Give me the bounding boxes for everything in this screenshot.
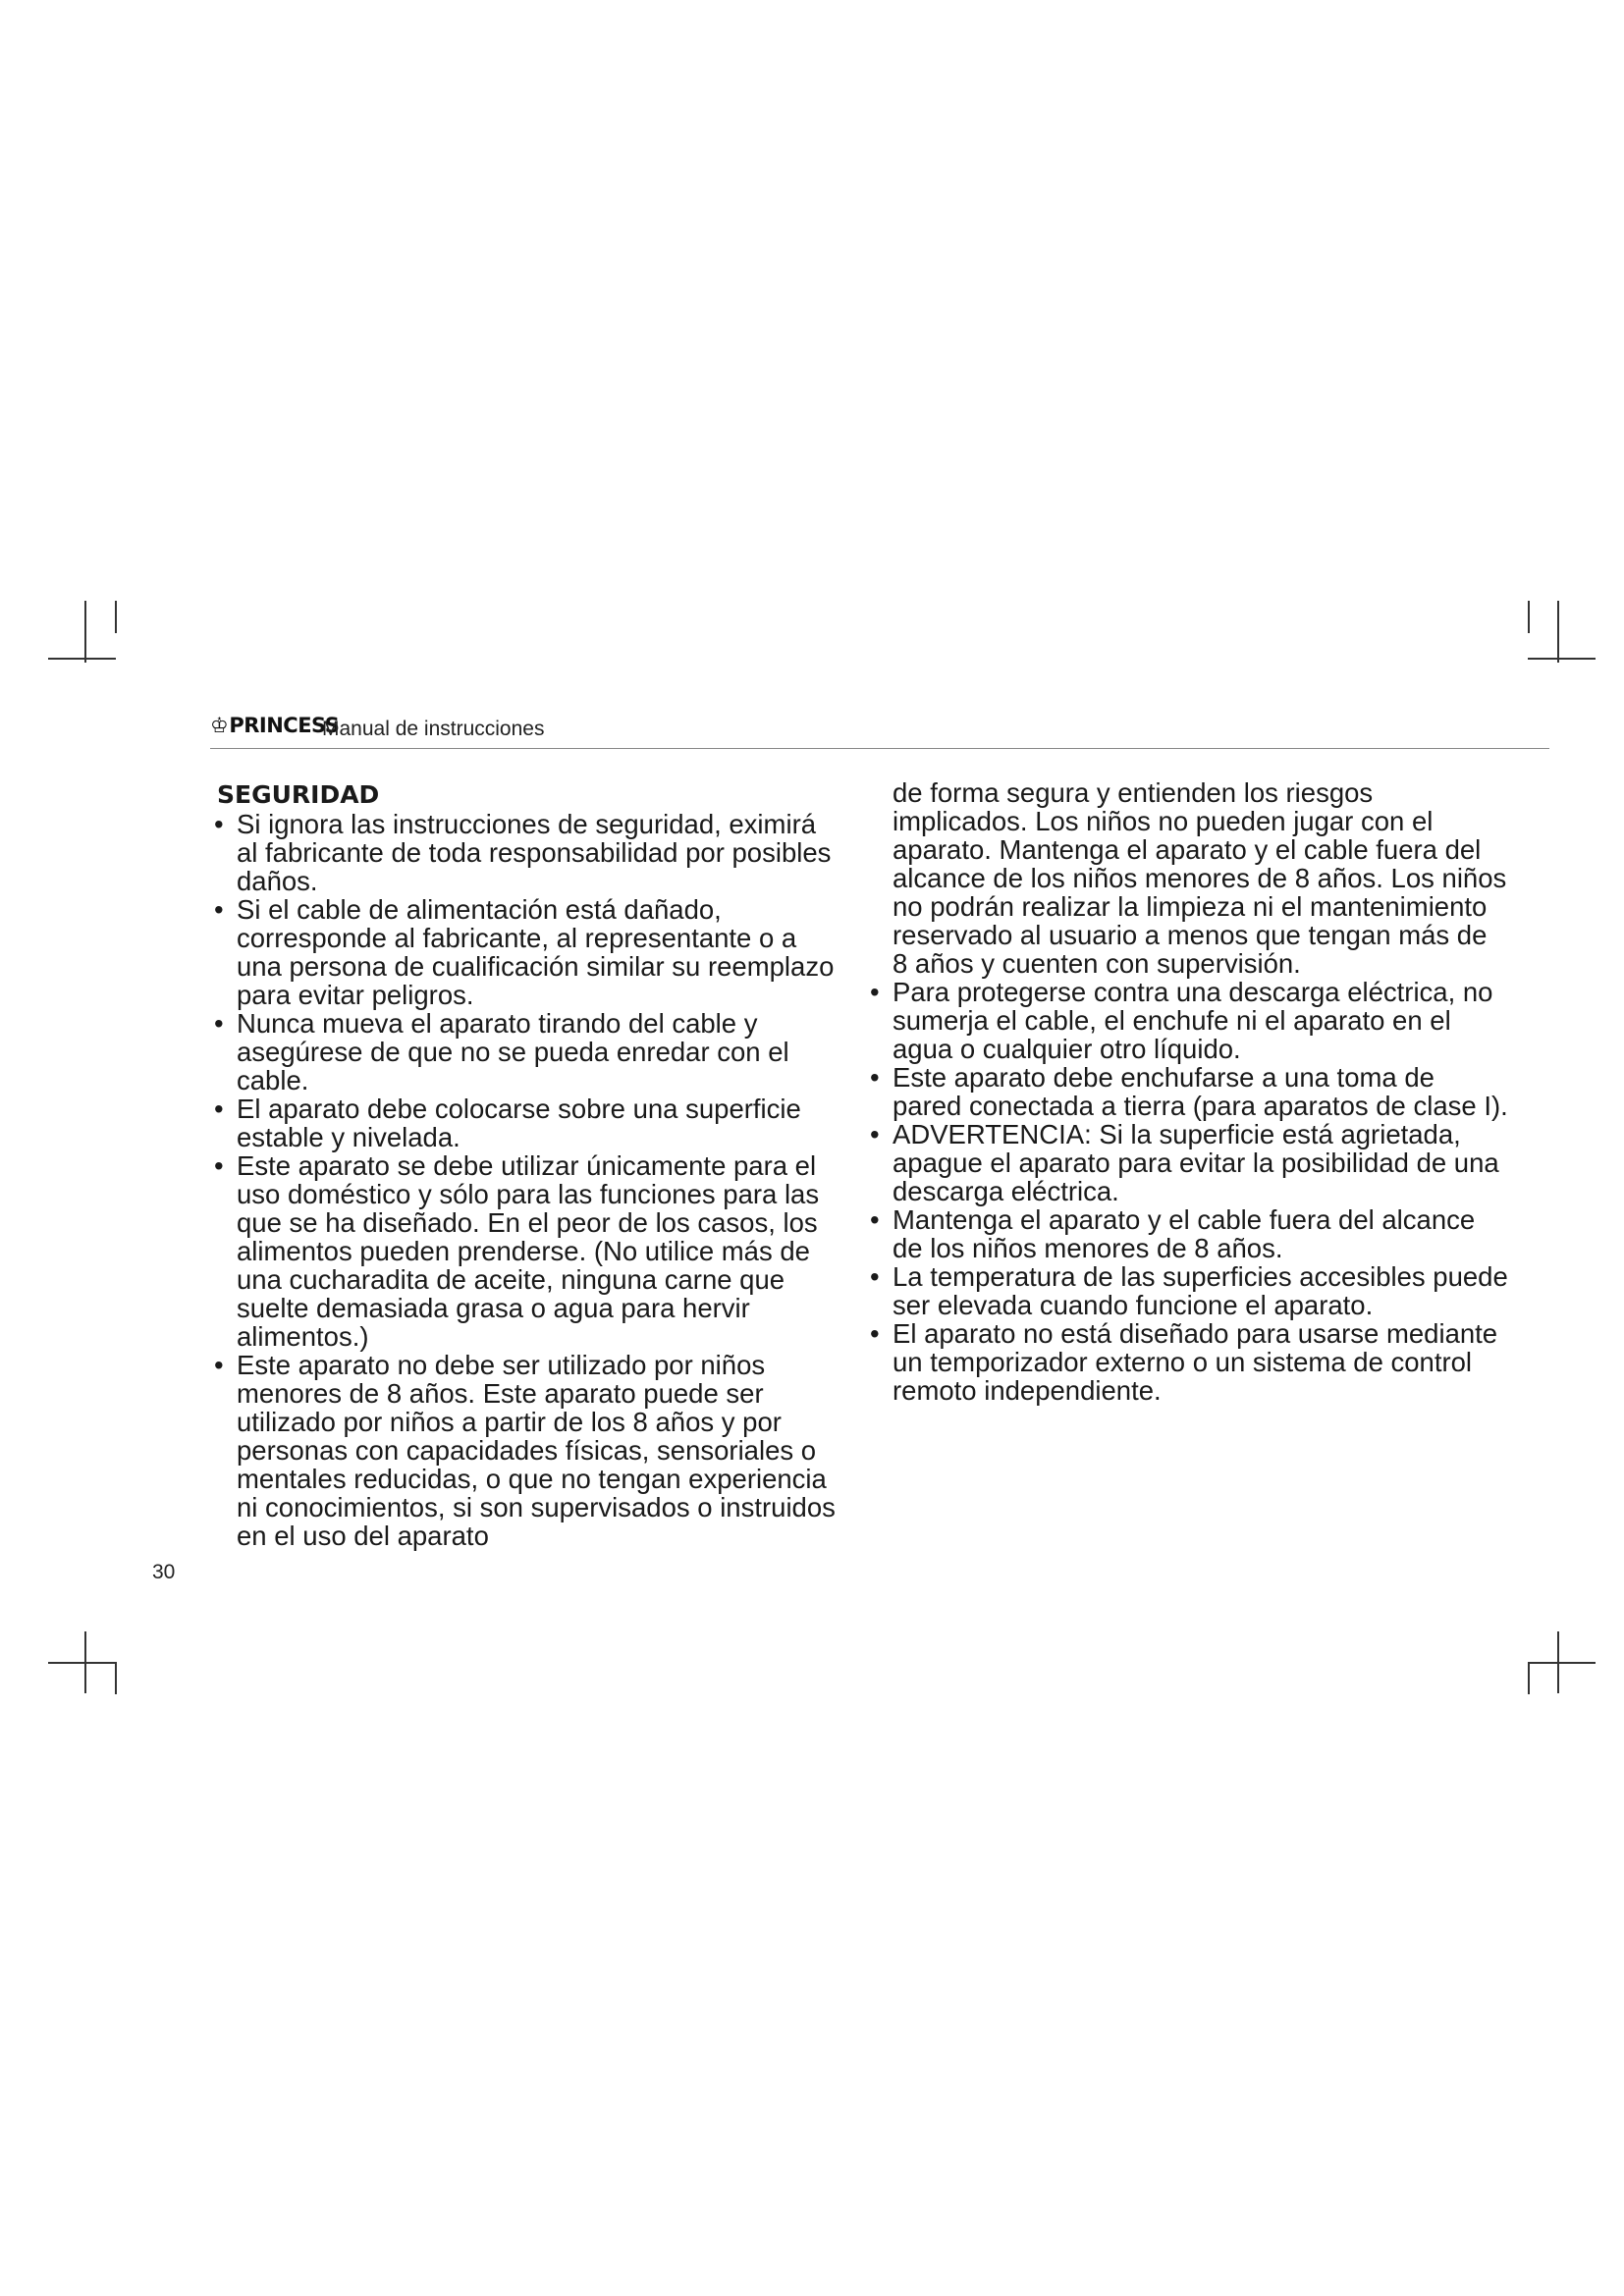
list-item-text: Este aparato debe enchufarse a una toma de pared conectada a tierra (para aparatos de clase I). xyxy=(893,1062,1508,1121)
list-item xyxy=(870,978,1508,1063)
list-item xyxy=(870,1205,1508,1262)
list-item-text: Si el cable de alimentación está dañado, corresponde al fabricante, al representante o a una persona de cualificación similar su reemplazo para evitar peligros. xyxy=(237,894,835,1010)
bullet-icon: • xyxy=(214,1150,224,1181)
crown-icon: ♔ xyxy=(210,714,229,737)
bullet-icon: • xyxy=(214,1350,224,1380)
bullet-icon: • xyxy=(214,1094,224,1124)
bullet-icon: • xyxy=(214,1008,224,1039)
list-item xyxy=(214,1009,842,1095)
right-column xyxy=(870,778,1508,1405)
list-item-text: Mantenga el aparato y el cable fuera del alcance de los niños menores de 8 años. xyxy=(893,1204,1476,1263)
brand-logo xyxy=(210,714,339,737)
brand-name: PRINCESS xyxy=(229,714,340,737)
bullet-icon: • xyxy=(214,809,224,839)
list-item-text: Si ignora las instrucciones de seguridad, eximirá al fabricante de toda responsabilidad por posibles daños. xyxy=(237,809,832,896)
list-item xyxy=(214,810,842,895)
bullet-icon: • xyxy=(214,894,224,925)
page-header xyxy=(210,712,1549,747)
list-item xyxy=(870,1262,1508,1319)
list-item-text: Nunca mueva el aparato tirando del cable y asegúrese de que no se pueda enredar con el cable. xyxy=(237,1008,789,1095)
list-item xyxy=(870,1120,1508,1205)
list-item xyxy=(214,1351,842,1550)
bullet-icon: • xyxy=(870,1204,880,1235)
list-item-text: El aparato debe colocarse sobre una superficie estable y nivelada. xyxy=(237,1094,801,1152)
list-item-text: ADVERTENCIA: Si la superficie está agrietada, apague el aparato para evitar la posibilidad de una descarga eléctrica. xyxy=(893,1119,1499,1206)
left-column xyxy=(214,780,842,1550)
bullet-icon: • xyxy=(870,1062,880,1093)
header-divider xyxy=(210,748,1549,749)
bullet-icon: • xyxy=(870,1119,880,1149)
list-item xyxy=(214,1151,842,1351)
list-item xyxy=(214,1095,842,1151)
bullet-icon: • xyxy=(870,977,880,1007)
list-item-text: Este aparato no debe ser utilizado por niños menores de 8 años. Este aparato puede ser utilizado por niños a partir de los 8 años y por personas con capacidades físicas, sensoriales o mentales reducidas, o que no tengan experiencia ni conocimientos, si son supervisados o instruidos en el uso del aparato xyxy=(237,1350,836,1551)
bullet-icon: • xyxy=(870,1261,880,1292)
bullet-icon: • xyxy=(870,1318,880,1349)
section-heading: SEGURIDAD xyxy=(217,780,380,809)
list-item-text: El aparato no está diseñado para usarse mediante un temporizador externo o un sistema de control remoto independiente. xyxy=(893,1318,1498,1406)
continuation-text: de forma segura y entienden los riesgos implicados. Los niños no pueden jugar con el aparato. Mantenga el aparato y el cable fuera del alcance de los niños menores de 8 años. Los niños no podrán realizar la limpieza ni el mantenimiento reservado al usuario a menos que tengan más de 8 años y cuenten con supervisión. xyxy=(893,777,1507,979)
page-number: 30 xyxy=(152,1561,176,1583)
list-item xyxy=(214,895,842,1009)
list-item-text: Este aparato se debe utilizar únicamente para el uso doméstico y sólo para las funciones para las que se ha diseñado. En el peor de los casos, los alimentos pueden prenderse. (No utilice más de una cucharadita de aceite, ninguna carne que suelte demasiada grasa o agua para hervir alimentos.) xyxy=(237,1150,820,1352)
manual-subtitle: Manual de instrucciones xyxy=(322,718,545,740)
list-item xyxy=(870,1063,1508,1120)
list-item-text: La temperatura de las superficies accesibles puede ser elevada cuando funcione el aparato. xyxy=(893,1261,1508,1320)
list-item-text: Para protegerse contra una descarga eléctrica, no sumerja el cable, el enchufe ni el aparato en el agua o cualquier otro líquido. xyxy=(893,977,1493,1064)
list-item xyxy=(870,1319,1508,1405)
